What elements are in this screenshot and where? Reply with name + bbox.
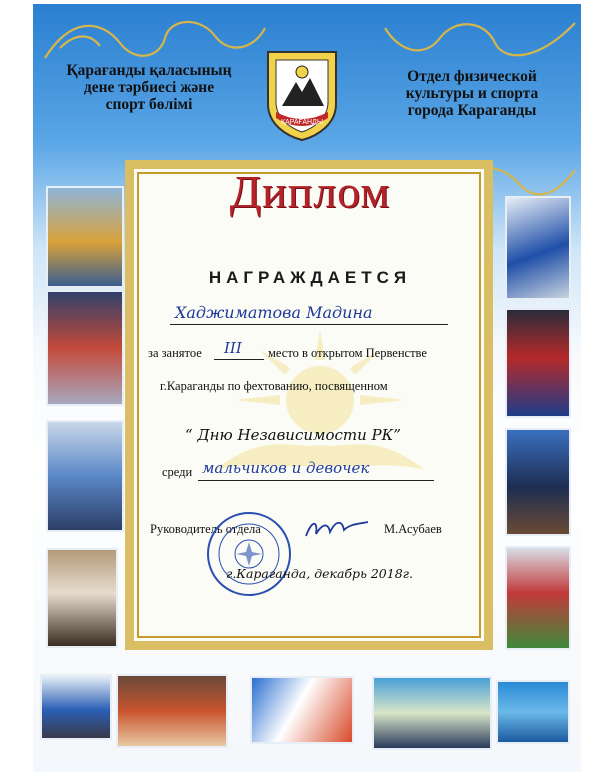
photo-judo bbox=[505, 196, 571, 300]
official-stamp bbox=[205, 510, 293, 598]
signature bbox=[302, 514, 372, 544]
signatory-role: Руководитель отдела bbox=[150, 522, 261, 536]
photo-boxing bbox=[505, 308, 571, 418]
ornament-top-right bbox=[380, 8, 580, 68]
place-underline bbox=[214, 359, 264, 360]
ornament-top-left bbox=[40, 8, 270, 68]
place-suffix: место в открытом Первенстве bbox=[268, 346, 427, 360]
department-russian-line-1: Отдел физической bbox=[407, 68, 537, 85]
diploma-title: Диплом bbox=[229, 166, 391, 217]
karaganda-emblem bbox=[262, 46, 342, 142]
place-value: III bbox=[224, 339, 242, 357]
category-value: мальчиков и девочек bbox=[202, 459, 370, 477]
place-and-date: г.Караганда, декабрь 2018г. bbox=[226, 566, 413, 581]
photo-swimming bbox=[496, 680, 570, 744]
department-russian bbox=[392, 68, 552, 119]
awarded-heading: НАГРАЖДАЕТСЯ bbox=[208, 268, 412, 287]
category-prefix: среди bbox=[162, 465, 193, 479]
department-kazakh bbox=[60, 62, 238, 113]
photo-running bbox=[46, 290, 124, 406]
category-underline bbox=[198, 480, 434, 481]
event-line: г.Караганды по фехтованию, посвященном bbox=[160, 379, 388, 393]
photo-speed-skating bbox=[40, 674, 112, 740]
photo-chess bbox=[46, 548, 118, 648]
photo-weightlifting bbox=[46, 420, 124, 532]
recipient-name: Хаджиматова Мадина bbox=[175, 303, 373, 322]
photo-volleyball bbox=[46, 186, 124, 288]
department-russian-line-3: города Караганды bbox=[407, 102, 537, 119]
dedication-line: “ Дню Независимости РК” bbox=[185, 426, 401, 444]
department-kazakh-line-3: спорт бөлімі bbox=[105, 96, 193, 113]
photo-cycling bbox=[372, 676, 492, 750]
place-prefix: за занятое bbox=[148, 346, 202, 360]
department-kazakh-line-1: Қарағанды қаласының bbox=[66, 62, 232, 79]
department-kazakh-line-2: дене тәрбиесі және bbox=[83, 79, 215, 96]
emblem-label: ҚАРАҒАНДЫ bbox=[280, 119, 324, 126]
photo-karate bbox=[250, 676, 354, 744]
photo-hockey bbox=[505, 428, 571, 536]
photo-football bbox=[505, 546, 571, 650]
signatory-name: М.Асубаев bbox=[384, 522, 442, 536]
recipient-underline bbox=[170, 324, 448, 325]
department-russian-line-2: культуры и спорта bbox=[405, 85, 539, 102]
photo-wrestling bbox=[116, 674, 228, 748]
